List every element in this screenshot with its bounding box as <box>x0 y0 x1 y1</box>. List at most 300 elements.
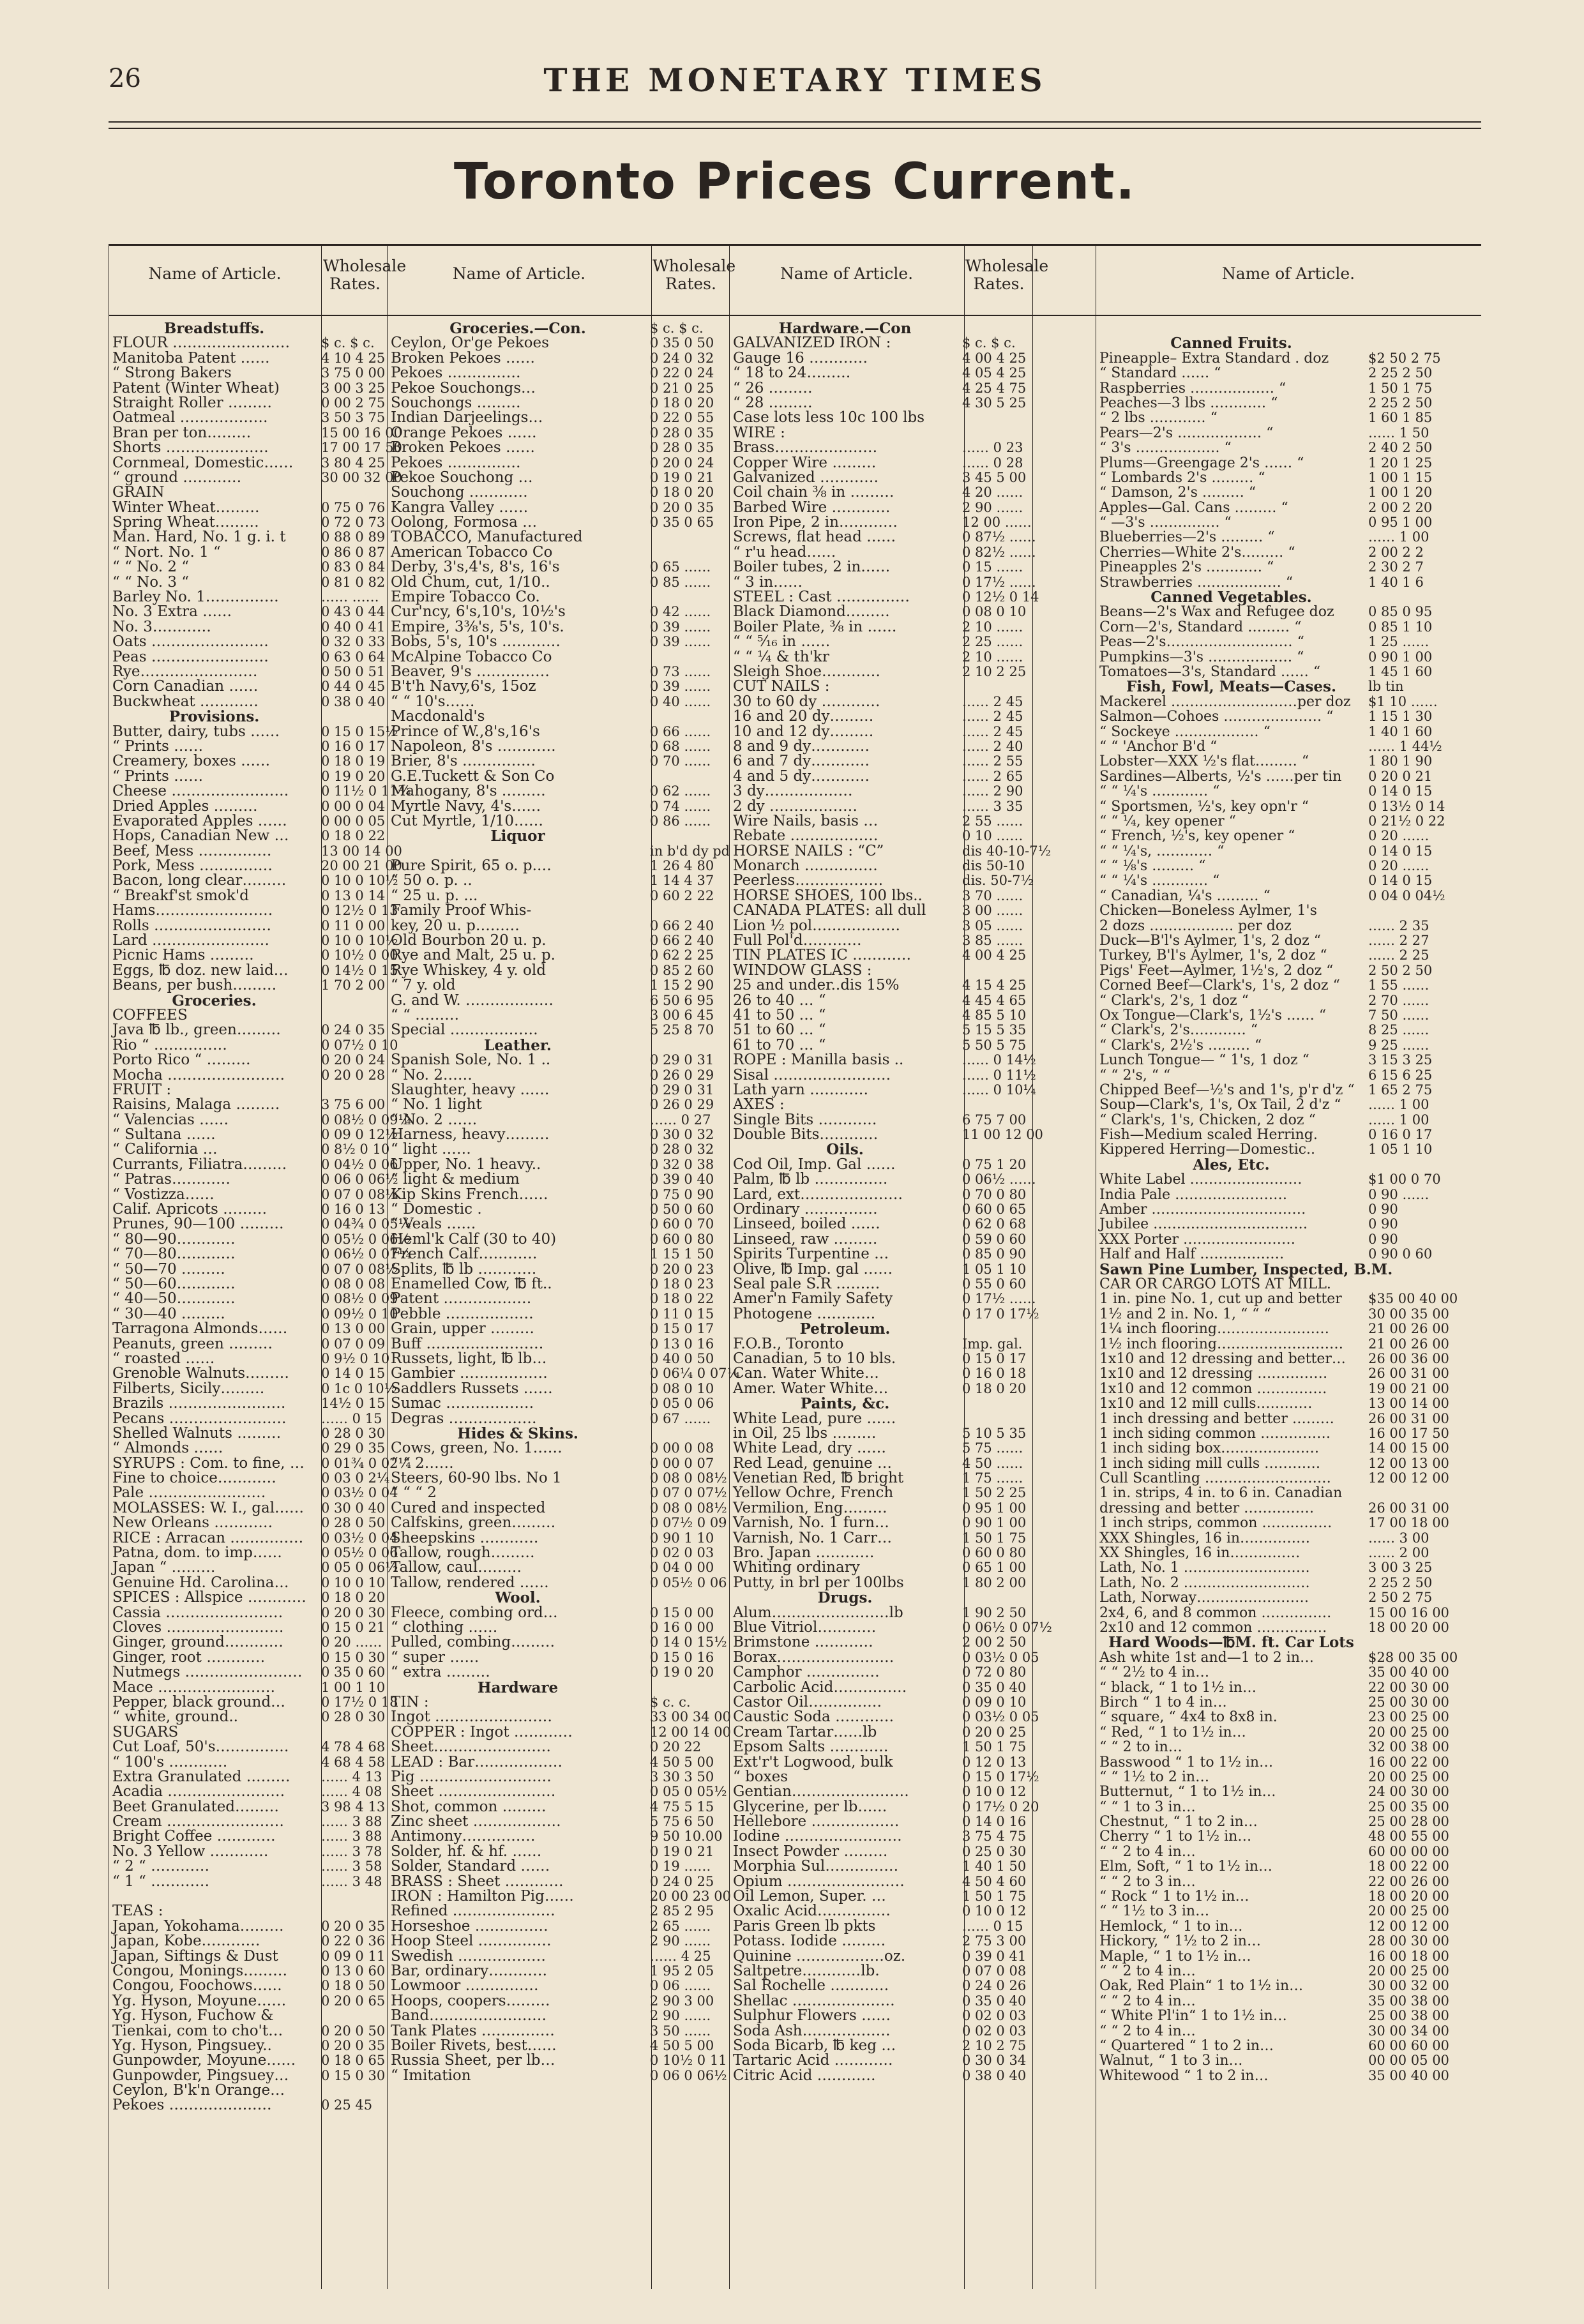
wholesale-rate: 0 82½ …… <box>962 544 1036 560</box>
article-name: Sawn Pine Lumber, Inspected, B.M. <box>1099 1260 1393 1278</box>
wholesale-rate: 3 50 3 75 <box>321 410 386 426</box>
article-name: Leather. <box>484 1036 552 1054</box>
article-name: dressing and better …………… <box>1099 1500 1315 1516</box>
price-row <box>112 1693 398 1710</box>
price-row <box>112 842 402 859</box>
article-name: Castor Oil…………… <box>733 1693 882 1710</box>
wholesale-rate: 0 07 0 08 <box>962 1963 1027 1979</box>
wholesale-rate: 4 20 …… <box>962 485 1023 501</box>
wholesale-rate: …… 2 55 <box>962 753 1023 769</box>
wholesale-rate: 0 00 0 05 <box>321 813 386 829</box>
wholesale-rate: 0 25 45 <box>321 2097 373 2113</box>
article-name: “ Quartered “ 1 to 2 in… <box>1099 2037 1274 2054</box>
wholesale-rate: 0 62 2 25 <box>650 947 714 963</box>
price-row <box>733 695 1030 709</box>
article-name: Jubilee …………………………… <box>1099 1216 1308 1233</box>
price-row <box>733 1008 1030 1023</box>
price-row <box>1099 1456 1480 1471</box>
wholesale-rate <box>316 1889 387 1904</box>
article-name: “ “ 2 to 4 in… <box>1099 1993 1196 2009</box>
article-name: Grain, upper ……… <box>391 1320 535 1338</box>
wholesale-rate: 0 20 …… <box>321 1634 382 1650</box>
price-row <box>733 501 1030 515</box>
wholesale-rate: 0 10 0 10½ <box>321 873 398 889</box>
price-row <box>1099 814 1480 829</box>
price-row <box>733 1426 1030 1441</box>
price-row <box>391 635 728 649</box>
article-name: Lion ½ pol……………… <box>733 917 901 934</box>
wholesale-rate: 32 00 38 00 <box>1368 1739 1449 1755</box>
price-row <box>391 1247 728 1262</box>
article-name: Genuine Hd. Carolina… <box>112 1574 289 1591</box>
article-name: Russia Sheet, per lb… <box>391 2052 555 2069</box>
price-row <box>112 1784 387 1799</box>
wholesale-rate: 20 00 25 00 <box>1368 1963 1449 1979</box>
price-row <box>391 1396 728 1411</box>
article-name: G. and W. ……………… <box>391 992 554 1009</box>
article-name: Oils. <box>826 1141 864 1159</box>
price-row <box>733 1725 1030 1740</box>
price-row <box>391 1784 728 1799</box>
article-name: Straight Roller ……… <box>112 394 272 411</box>
wholesale-rate: 0 08 0 08½ <box>650 1470 727 1486</box>
price-row <box>391 1113 728 1128</box>
article-name: “ “ 1½ to 3 in… <box>1099 1903 1210 1920</box>
price-row <box>112 1889 387 1904</box>
wholesale-rate: …… 2 25 <box>1368 947 1429 963</box>
article-name: Sheepskins ………… <box>391 1529 539 1546</box>
wholesale-rate: 0 24 0 35 <box>321 1022 386 1038</box>
wholesale-rate: 1 60 1 85 <box>1368 410 1433 426</box>
article-name: Beans, per bush……… <box>112 977 277 994</box>
section-heading <box>1099 590 1480 605</box>
price-row <box>112 424 402 441</box>
wholesale-rate: 2 55 …… <box>962 813 1023 829</box>
price-row <box>1099 1994 1480 2009</box>
article-name: Blue Vitriol………… <box>733 1618 877 1636</box>
section-heading <box>391 1590 728 1605</box>
article-name: Ordinary …………… <box>733 1201 878 1218</box>
article-name: Salmon—Cohoes ………………… “ <box>1099 709 1334 725</box>
article-name: “ 50—70 ……… <box>112 1260 225 1278</box>
article-name: “ roasted …… <box>112 1350 215 1367</box>
wholesale-rate: 0 55 0 60 <box>962 1276 1027 1292</box>
wholesale-rate: 0 12 0 13 <box>962 1754 1027 1770</box>
wholesale-rate <box>316 1008 387 1023</box>
wholesale-rate: 1 20 1 25 <box>1368 455 1433 471</box>
price-row <box>733 872 1034 889</box>
wholesale-rate: 17 00 18 00 <box>1368 1515 1449 1531</box>
article-name: Cut Loaf, 50's…………… <box>112 1739 289 1756</box>
article-name: 26 to 40 … “ <box>733 992 826 1009</box>
article-name: “ “ 2…… <box>391 1454 454 1472</box>
article-name: Orange Pekoes …… <box>391 424 537 441</box>
price-row <box>1099 1889 1480 1904</box>
price-row <box>112 1098 387 1112</box>
article-name: Oatmeal ……………… <box>112 409 268 426</box>
wholesale-rate: 0 16 0 18 <box>962 1366 1027 1382</box>
wholesale-rate: 0 13 0 60 <box>321 1963 386 1979</box>
price-row <box>733 2039 1030 2053</box>
article-name: Kangra Valley …… <box>391 499 529 516</box>
wholesale-rate: …… 3 00 <box>1368 1530 1429 1546</box>
price-row <box>391 396 728 411</box>
article-name: “ “ 2 to 4 in… <box>1099 2023 1196 2039</box>
masthead: THE MONETARY TIMES <box>543 61 1046 99</box>
price-row <box>733 1784 1030 1799</box>
article-name: Brier, 8's …………… <box>391 753 536 770</box>
price-row <box>112 799 387 814</box>
wholesale-rate: …… 3 48 <box>321 1873 382 1889</box>
article-name: Yg. Hyson, Fuchow & <box>112 2007 274 2025</box>
price-row <box>112 1501 387 1516</box>
article-name: Red Lead, genuine … <box>733 1454 892 1472</box>
wholesale-rate: 0 15 0 00 <box>650 1604 714 1620</box>
wholesale-rate: 0 90 1 00 <box>962 1515 1027 1531</box>
price-row <box>733 1815 1030 1829</box>
price-row <box>733 1262 1030 1277</box>
article-name: “ Standard …… “ <box>1099 365 1221 382</box>
article-name: Canned Fruits. <box>1170 335 1292 352</box>
wholesale-rate: 0 18 0 50 <box>321 1978 386 1994</box>
wholesale-rate: …… 3 88 <box>321 1814 382 1830</box>
wholesale-rate: 26 00 36 00 <box>1368 1350 1449 1366</box>
article-name: Basswood “ 1 to 1½ in… <box>1099 1754 1274 1770</box>
article-name: Pork, Mess …………… <box>112 857 273 875</box>
wholesale-rate: 1 05 1 10 <box>962 1261 1027 1277</box>
wholesale-rate: 0 90 <box>1368 1202 1398 1218</box>
article-name: Pekoes ………………… <box>112 2097 272 2114</box>
wholesale-rate: 0 19 0 21 <box>650 469 714 485</box>
article-name: “ ground ………… <box>112 469 242 486</box>
wholesale-rate: …… 1 50 <box>1368 425 1429 441</box>
article-name: Beef, Mess …………… <box>112 842 272 859</box>
wholesale-rate: 5 75 6 50 <box>650 1814 714 1830</box>
article-name: Cherries—White 2's……… “ <box>1099 544 1295 561</box>
article-name: Evaporated Apples …… <box>112 812 287 829</box>
article-name: WIRE : <box>733 424 785 441</box>
article-name: Walnut, “ 1 to 3 in… <box>1099 2053 1243 2069</box>
wholesale-rate: 0 40 0 41 <box>321 619 386 635</box>
article-name: LEAD : Bar……………… <box>391 1753 563 1770</box>
article-name: “ 40—50………… <box>112 1290 236 1308</box>
wholesale-rate <box>1363 590 1480 605</box>
wholesale-rate: …… 0 10¼ <box>962 1082 1036 1098</box>
price-row <box>1099 1680 1480 1695</box>
wholesale-rate: 0 02 0 03 <box>962 2023 1027 2039</box>
article-name: “ “ ⁵⁄₁₆ in …… <box>733 633 831 651</box>
article-name: Pecans …………………… <box>112 1410 287 1427</box>
article-name: Lowmoor …………… <box>391 1977 539 1995</box>
article-name: “ 70—80………… <box>112 1246 236 1263</box>
price-row <box>112 620 387 635</box>
article-name: Butter, dairy, tubs …… <box>112 723 280 740</box>
wholesale-rate: $28 00 35 00 <box>1368 1649 1458 1665</box>
wholesale-rate: 0 02 0 03 <box>962 2008 1027 2024</box>
price-row <box>391 1053 728 1068</box>
article-name: Bro. Japan ………… <box>733 1544 875 1562</box>
wholesale-rate: 25 00 30 00 <box>1368 1694 1449 1710</box>
wholesale-rate: 0 19 …… <box>650 1859 711 1875</box>
price-row <box>733 2069 1030 2083</box>
price-row <box>733 396 1030 411</box>
article-name: Tank Plates …………… <box>391 2022 555 2039</box>
wholesale-rate: 0 10 0 12 <box>962 1903 1027 1919</box>
wholesale-rate: 1 50 1 75 <box>962 1530 1027 1546</box>
article-name: Lard, ext………………… <box>733 1186 903 1203</box>
price-row <box>1099 2069 1480 2083</box>
price-row <box>733 978 1030 993</box>
article-name: “ 2 lbs ………… “ <box>1099 410 1218 426</box>
price-row <box>391 366 728 381</box>
article-name: “ black, “ 1 to 1½ in… <box>1099 1679 1256 1696</box>
price-row <box>1099 769 1480 784</box>
wholesale-rate: 0 90 1 10 <box>650 1530 714 1546</box>
article-name: Cut Myrtle, 1/10…… <box>391 812 543 829</box>
wholesale-rate: 0 19 0 20 <box>321 768 386 784</box>
price-row <box>391 695 728 709</box>
price-row <box>112 469 402 486</box>
wholesale-rate: 0 66 …… <box>650 723 711 739</box>
wholesale-rate: …… 2 65 <box>962 768 1023 784</box>
price-row <box>391 1800 728 1815</box>
wholesale-rate: 12 00 12 00 <box>1368 1918 1449 1934</box>
article-name: “ Red, “ 1 to 1½ in… <box>1099 1724 1246 1740</box>
price-row <box>112 947 398 964</box>
wholesale-rate: 0 90 …… <box>1368 1186 1429 1202</box>
article-name: Peas—2's……………………… “ <box>1099 634 1304 651</box>
wholesale-rate: …… 1 00 <box>1368 1112 1429 1128</box>
article-name: Case lots less 10c 100 lbs <box>733 409 925 426</box>
section-heading <box>391 1038 728 1053</box>
article-name: Extra Granulated ……… <box>112 1768 290 1785</box>
article-name: White Lead, pure …… <box>733 1410 896 1427</box>
wholesale-rate: 20 00 25 00 <box>1368 1724 1449 1740</box>
article-name: Ash white 1st and—1 to 2 in… <box>1099 1649 1314 1666</box>
price-row <box>112 1484 398 1502</box>
price-row <box>391 1008 728 1023</box>
wholesale-rate: 15 00 16 00 <box>1368 1604 1449 1620</box>
price-row <box>1099 1606 1480 1620</box>
wholesale-rate: 4 78 4 68 <box>321 1739 386 1755</box>
wholesale-rate: 1 80 1 90 <box>1368 753 1433 769</box>
article-name: Citric Acid ………… <box>733 2067 876 2084</box>
wholesale-rate <box>645 530 728 545</box>
wholesale-rate: 0 20 0 25 <box>962 1724 1027 1740</box>
article-name: Saltpetre…………lb. <box>733 1962 880 1979</box>
article-name: “ Sportsmen, ½'s, key opn'r “ <box>1099 798 1309 815</box>
price-row <box>391 873 728 888</box>
article-name: “ square, “ 4x4 to 8x8 in. <box>1099 1709 1278 1726</box>
article-name: in Oil, 25 lbs ……… <box>733 1424 877 1442</box>
wholesale-rate: 0 09 0 11 <box>321 1948 386 1964</box>
price-row <box>1099 530 1480 545</box>
wholesale-rate: 0 09 0 10 <box>962 1694 1027 1710</box>
price-row <box>112 439 402 456</box>
header-rule <box>109 315 1481 316</box>
price-row <box>112 1635 387 1650</box>
wholesale-rate: 0 24 0 32 <box>650 350 714 366</box>
price-row <box>733 456 1030 471</box>
wholesale-rate: …… 4 13 <box>321 1769 382 1784</box>
page-title: Toronto Prices Current. <box>453 153 1136 211</box>
price-row <box>391 1994 728 2009</box>
wholesale-rate: …… 4 25 <box>650 1948 711 1964</box>
article-name: 1x10 and 12 common …………… <box>1099 1380 1327 1397</box>
wholesale-rate: 1 90 2 50 <box>962 1604 1027 1620</box>
price-row <box>1099 1875 1480 1889</box>
price-row <box>1099 1949 1480 1964</box>
article-name: XXX Porter …………………… <box>1099 1231 1296 1248</box>
wholesale-rate: 35 00 38 00 <box>1368 1993 1449 2009</box>
price-row <box>112 485 387 500</box>
wholesale-rate <box>957 1412 1030 1426</box>
wholesale-rate: 0 60 0 80 <box>650 1231 714 1247</box>
price-row <box>733 1277 1030 1292</box>
price-row <box>733 411 1030 425</box>
price-row <box>733 1023 1030 1038</box>
price-row <box>733 1649 1039 1666</box>
price-row <box>1099 889 1480 903</box>
article-name: Acadia …………………… <box>112 1783 285 1800</box>
price-row <box>1099 993 1480 1008</box>
article-name: GALVANIZED IRON : <box>733 335 891 352</box>
wholesale-rate: 0 18 0 22 <box>321 828 386 844</box>
article-name: Souchong ………… <box>391 484 528 501</box>
article-name: 1½ and 2 in. No. 1, “ “ “ <box>1099 1306 1271 1322</box>
wholesale-rate: …… 2 45 <box>962 693 1023 709</box>
top-rule <box>109 121 1481 123</box>
article-name: Olive, ℔ Imp. gal …… <box>733 1260 893 1278</box>
wholesale-rate: 0 88 0 89 <box>321 529 386 545</box>
wholesale-rate: 0 20 …… <box>1368 858 1429 874</box>
price-row <box>1099 1904 1480 1919</box>
article-name: Groceries.—Con. <box>449 320 586 337</box>
section-heading <box>112 993 387 1008</box>
wholesale-rate: 2 10 2 75 <box>962 2037 1027 2053</box>
price-row <box>1099 485 1480 500</box>
wholesale-rate: 1 75 …… <box>962 1470 1023 1486</box>
column-panel-1 <box>112 320 411 2114</box>
wholesale-rate <box>957 321 1030 336</box>
article-name: Vermilion, Eng……… <box>733 1499 887 1516</box>
wholesale-rate: 6 75 7 00 <box>962 1112 1027 1128</box>
article-name: 1½ inch flooring……………………… <box>1099 1336 1343 1352</box>
article-name: Provisions. <box>169 708 260 726</box>
price-row <box>112 889 387 903</box>
wholesale-rate: 0 30 0 32 <box>650 1127 714 1143</box>
article-name: Gauge 16 ………… <box>733 349 868 366</box>
price-row <box>112 1590 387 1605</box>
price-row <box>1099 545 1480 560</box>
price-row <box>733 842 1051 859</box>
article-name: Pineapple– Extra Standard . doz <box>1099 350 1329 366</box>
price-row <box>1099 575 1480 590</box>
article-name: Lard …………………… <box>112 932 270 949</box>
article-name: “ 28 ……… <box>733 394 813 411</box>
wholesale-rate: 0 07½ 0 10 <box>321 1037 398 1053</box>
price-row <box>112 872 398 889</box>
price-row <box>112 695 387 709</box>
price-row <box>733 1366 1030 1381</box>
wholesale-rate: 1 95 2 05 <box>650 1963 714 1979</box>
wholesale-rate <box>645 709 728 724</box>
wholesale-rate: 2 85 2 95 <box>650 1903 714 1919</box>
wholesale-rate: 25 00 28 00 <box>1368 1814 1449 1830</box>
wholesale-rate <box>645 769 728 784</box>
wholesale-rate: 0 60 0 70 <box>650 1216 714 1232</box>
section-heading <box>733 1322 1030 1336</box>
price-row <box>391 441 728 455</box>
article-name: COPPER : Ingot ………… <box>391 1723 573 1740</box>
article-name: Sardines—Alberts, ½'s ……per tin <box>1099 768 1342 785</box>
wholesale-rate: 0 30 0 34 <box>962 2053 1027 2069</box>
article-name: Buckwheat ………… <box>112 693 259 710</box>
article-name: Ceylon, Or'ge Pekoes <box>391 335 549 352</box>
article-name: “ “ 1½ to 2 in… <box>1099 1769 1210 1785</box>
price-row <box>391 933 728 948</box>
price-row <box>391 545 728 560</box>
wholesale-rate: 0 07 0 07½ <box>650 1485 727 1501</box>
wholesale-rate: 0 02 0 03 <box>650 1545 714 1561</box>
article-name: HORSE NAILS : “C” <box>733 842 884 859</box>
article-name: Hardware <box>477 1679 559 1696</box>
article-name: “ “ 10's…… <box>391 693 475 710</box>
wholesale-rate: 1 15 2 90 <box>650 977 714 993</box>
price-row <box>1099 441 1480 455</box>
wholesale-rate: dis. 50-7½ <box>962 873 1034 889</box>
article-name: Myrtle Navy, 4's…… <box>391 797 541 815</box>
section-heading <box>1099 1635 1480 1650</box>
price-row <box>391 1964 728 1979</box>
wholesale-rate: 0 90 1 00 <box>1368 649 1433 665</box>
price-row <box>112 1919 387 1934</box>
article-name: Pulled, combing……… <box>391 1634 555 1651</box>
article-name: Caustic Soda ………… <box>733 1709 894 1726</box>
price-row <box>112 902 398 919</box>
wholesale-rate: 0 16 0 00 <box>650 1619 714 1635</box>
article-name: Chestnut, “ 1 to 2 in… <box>1099 1814 1258 1830</box>
article-name: Patna, dom. to imp…… <box>112 1544 282 1562</box>
article-name: Drugs. <box>817 1589 873 1607</box>
wholesale-rate: …… 3 88 <box>321 1829 382 1845</box>
section-heading <box>1099 336 1480 351</box>
price-row <box>1099 396 1480 411</box>
article-name: Pepper, black ground… <box>112 1693 286 1710</box>
article-name: Beet Granulated……… <box>112 1798 280 1815</box>
price-row <box>1099 515 1480 530</box>
article-name: Paris Green lb pkts <box>733 1917 876 1935</box>
price-row <box>733 2009 1030 2023</box>
wholesale-rate: 0 35 0 50 <box>650 335 714 351</box>
article-name: Boiler tubes, 2 in…… <box>733 559 891 576</box>
wholesale-rate: 3 75 0 00 <box>321 365 386 381</box>
price-row <box>733 1798 1039 1815</box>
price-row <box>733 1546 1030 1560</box>
wholesale-rate: 0 72 0 73 <box>321 515 386 531</box>
price-row <box>1099 873 1480 888</box>
article-name: key, 20 u. p……… <box>391 917 520 934</box>
price-row <box>733 1290 1036 1308</box>
article-name: Raisins, Malaga ……… <box>112 1096 280 1113</box>
price-row <box>112 665 387 679</box>
wholesale-rate: 0 15 0 30 <box>321 1649 386 1665</box>
article-name: ROPE : Manilla basis .. <box>733 1052 904 1069</box>
wholesale-rate: 0 72 0 80 <box>962 1664 1027 1680</box>
article-name: Wool. <box>495 1589 541 1607</box>
article-name: “ “ 2 to 4 in… <box>1099 1843 1196 1860</box>
article-name: Raspberries ……………… “ <box>1099 380 1286 396</box>
